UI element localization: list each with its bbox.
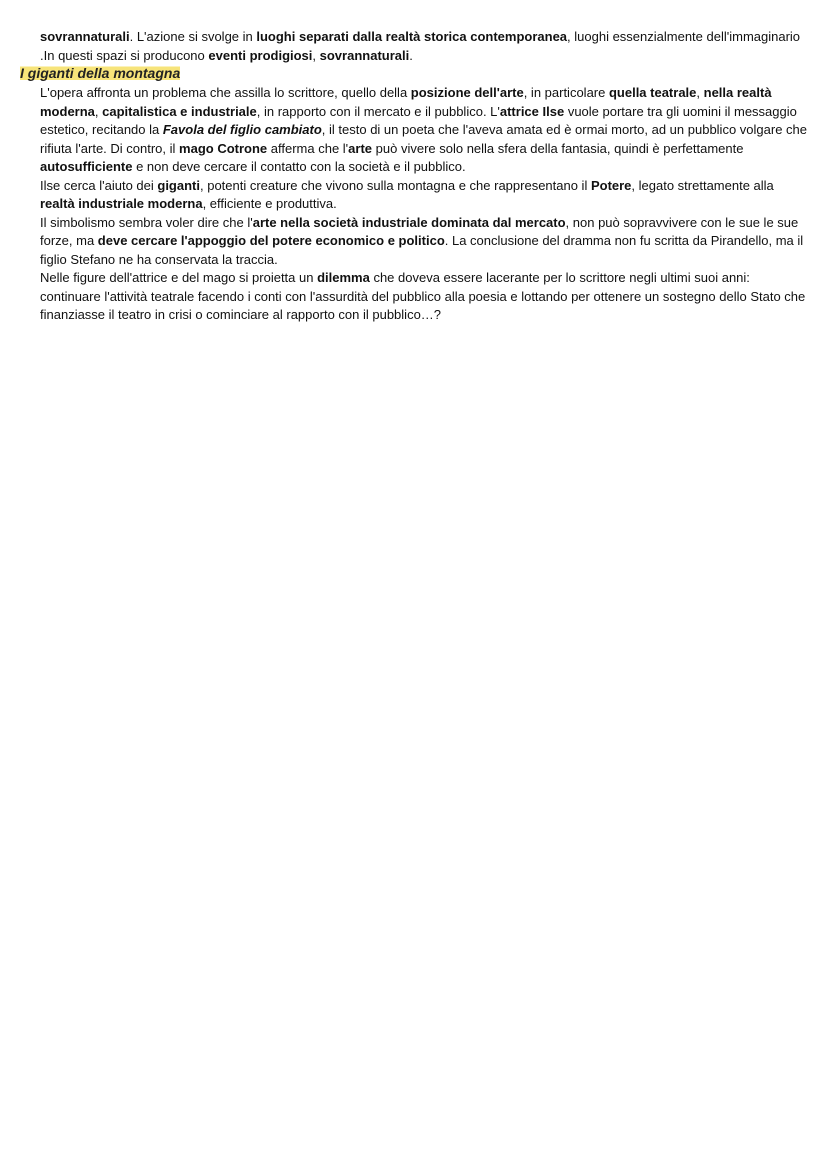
- section-title: I giganti della montagna: [20, 65, 181, 81]
- bold-text: attrice Ilse: [499, 103, 565, 119]
- text-run: che doveva essere lacerante per lo scrittore negli ultimi suoi anni: continuare l'attività teatrale facendo i conti con l'assurdità del pubblico alla poesia e lottando per ottenere un sostegno dello Stato che finanziasse il teatro in crisi o cominciare al rapporto con il pubblico…?: [40, 270, 806, 322]
- text-run: .: [409, 47, 413, 63]
- text-run: ,: [312, 47, 320, 63]
- text-run: può vivere solo nella sfera della fantasia, quindi è perfettamente: [372, 140, 744, 156]
- text-run: , in rapporto con il mercato e il pubblico. L': [256, 103, 500, 119]
- text-run: e non deve cercare il contatto con la società e il pubblico.: [132, 159, 466, 174]
- bold-text: capitalistica e industriale: [102, 103, 257, 119]
- bold-text: eventi prodigiosi: [208, 47, 313, 63]
- text-run: afferma che l': [267, 140, 349, 156]
- bold-text: sovrannaturali: [40, 29, 130, 44]
- bold-text: mago Cotrone: [179, 140, 268, 156]
- text-run: , in particolare: [523, 85, 609, 100]
- intro-paragraph: [40, 28, 810, 65]
- paragraph-4: [40, 269, 810, 325]
- text-run: Il simbolismo sembra voler dire che l': [40, 214, 253, 230]
- text-run: ,: [94, 103, 103, 119]
- text-run: , legato strettamente alla: [631, 177, 774, 193]
- paragraph-1: [40, 84, 810, 177]
- bold-text: dilemma: [317, 270, 370, 285]
- text-run: , potenti creature che vivono sulla montagna e che rappresentano il: [199, 177, 591, 193]
- bold-text: giganti: [157, 177, 200, 193]
- bold-text: sovrannaturali: [319, 47, 410, 63]
- text-run: , il testo di un poeta che l'aveva amata ed è ormai morto, ad un pubblico volgare che rifiuta l'arte. Di contro, il: [40, 122, 807, 156]
- bold-text: arte: [348, 140, 373, 156]
- text-run: . La conclusione del dramma non fu scritta da Pirandello, ma il figlio Stefano ne ha conservata la traccia.: [40, 233, 804, 267]
- bold-text: nella realtà moderna: [40, 85, 772, 119]
- bold-text: luoghi separati dalla realtà storica contemporanea: [256, 29, 568, 44]
- bold-text: realtà industriale moderna: [40, 196, 203, 211]
- bold-text: autosufficiente: [40, 159, 133, 174]
- text-run: , non può sopravvivere con le sue le sue forze, ma: [40, 214, 799, 248]
- text-run: Nelle figure dell'attrice e del mago si proietta un: [40, 270, 318, 285]
- paragraph-3: [40, 214, 810, 270]
- text-run: ,: [696, 85, 704, 100]
- intro-text: [40, 28, 810, 65]
- section-heading: [19, 64, 183, 82]
- work-title-text: Favola del figlio cambiato: [162, 122, 322, 137]
- section-body: [40, 84, 810, 325]
- text-run: , efficiente e produttiva.: [202, 196, 337, 211]
- text-run: vuole portare tra gli uomini il messaggio estetico, recitando la: [40, 103, 797, 137]
- bold-text: arte nella società industriale dominata dal mercato: [252, 214, 566, 230]
- bold-text: quella teatrale: [608, 85, 697, 100]
- text-run: . L'azione si svolge in: [129, 29, 257, 44]
- text-run: Ilse cerca l'aiuto dei: [40, 177, 158, 193]
- paragraph-2: [40, 177, 810, 214]
- bold-text: Potere: [590, 177, 632, 193]
- bold-text: deve cercare l'appoggio del potere economico e politico: [97, 233, 445, 248]
- text-run: , luoghi essenzialmente dell'immaginario .In questi spazi si producono: [40, 29, 801, 63]
- text-run: L'opera affronta un problema che assilla lo scrittore, quello della: [40, 85, 411, 100]
- bold-text: posizione dell'arte: [410, 85, 524, 100]
